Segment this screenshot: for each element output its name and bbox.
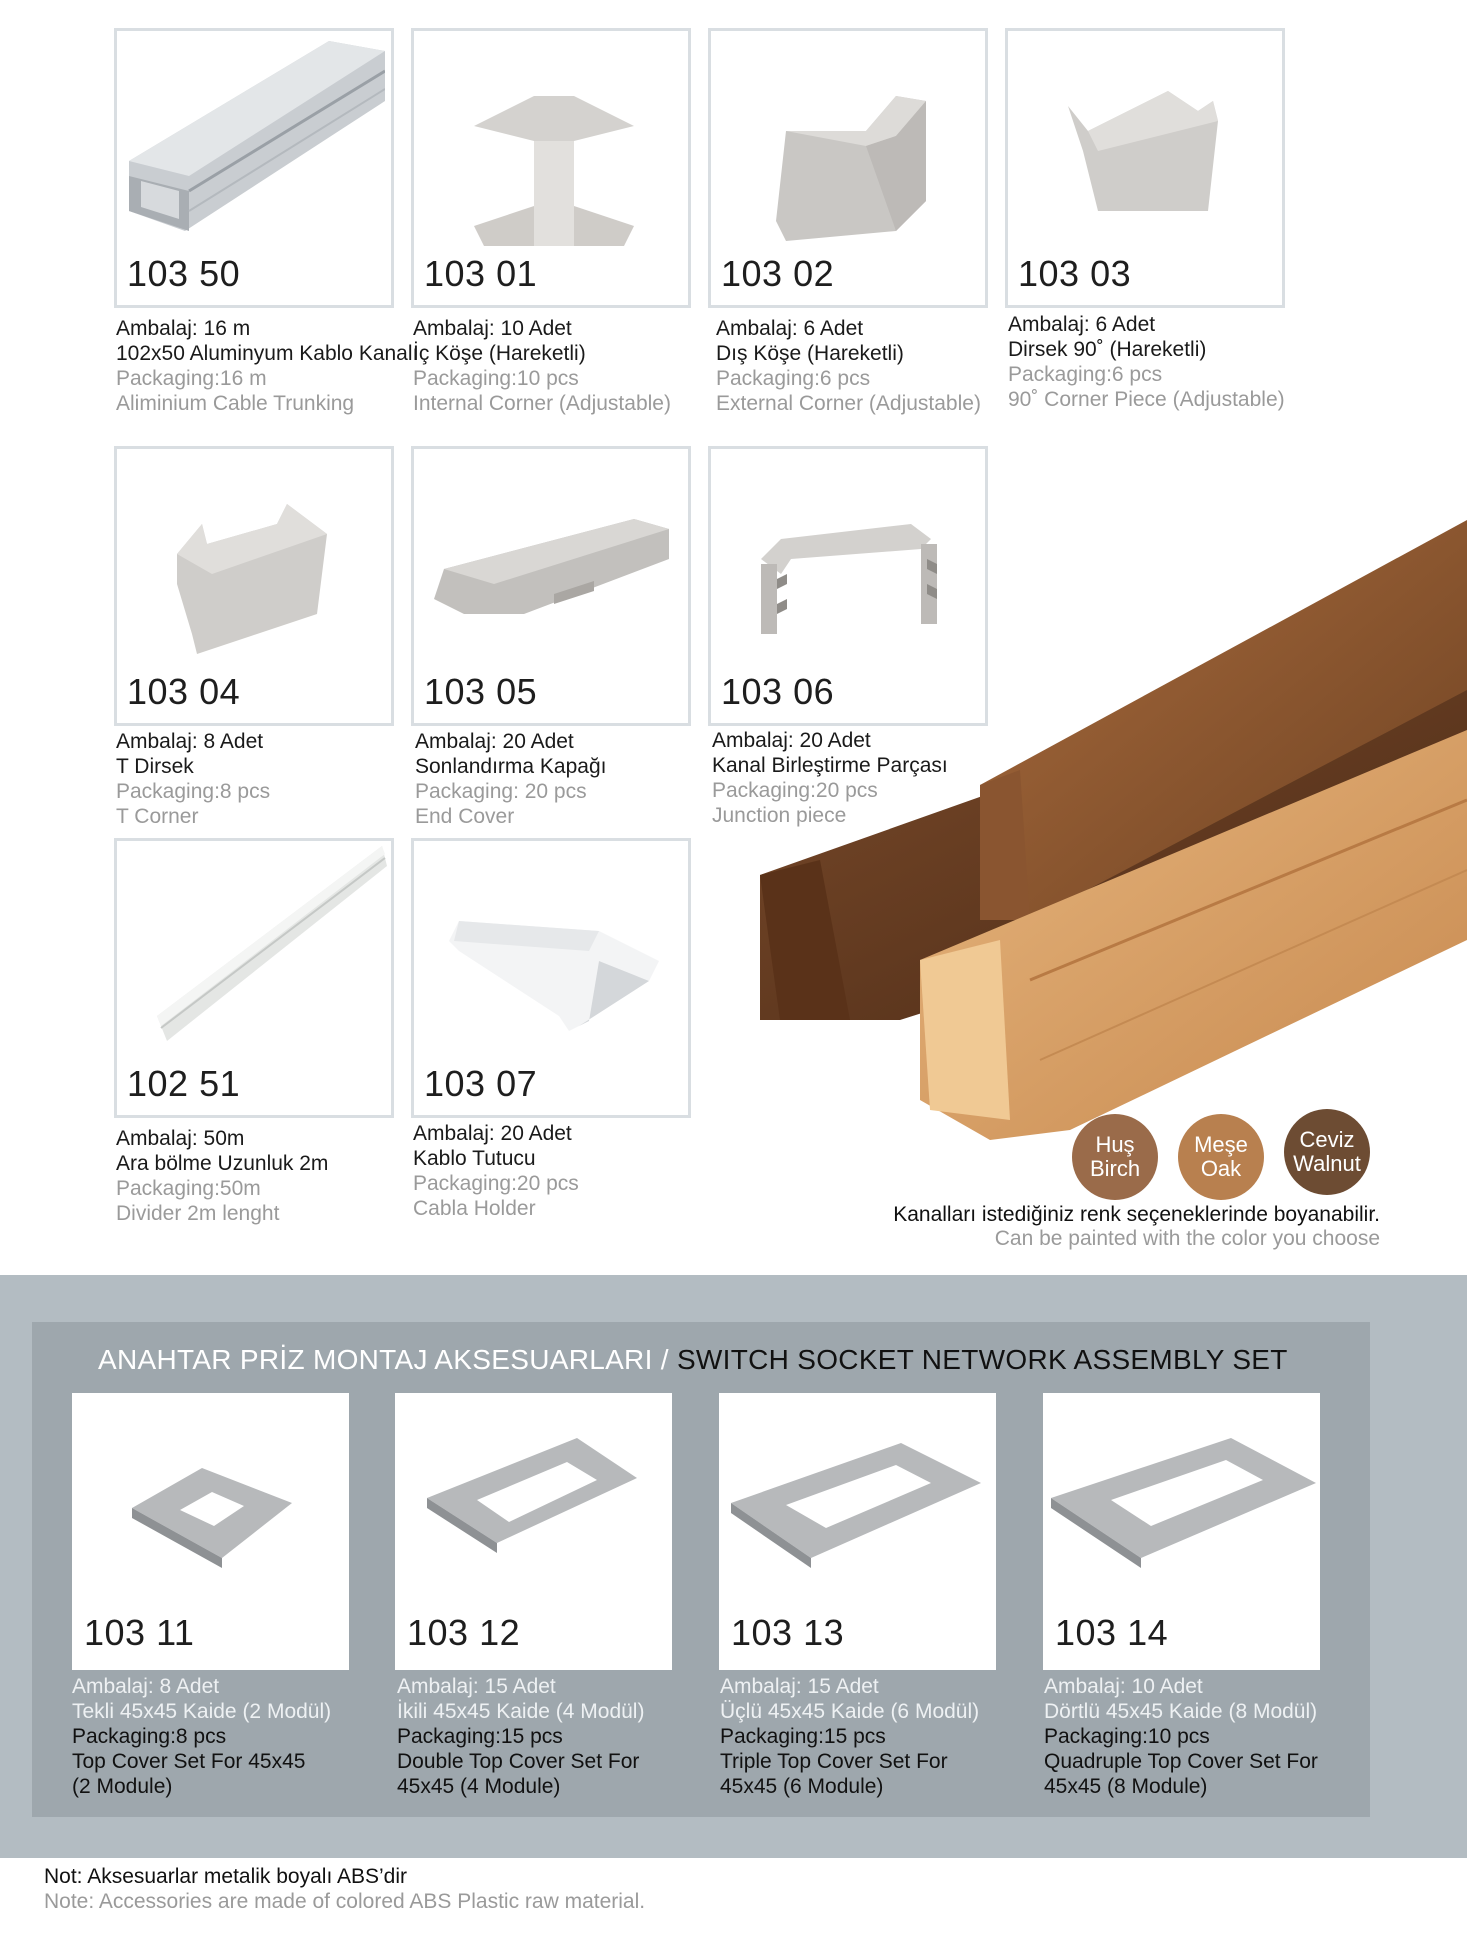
double-cover-plate-image (427, 1438, 637, 1558)
product-info-10350: Ambalaj: 16 m 102x50 Aluminyum Kablo Kanalı Packaging:16 m Aliminium Cable Trunking (116, 317, 419, 415)
color-swatch-walnut: Ceviz Walnut (1284, 1109, 1370, 1195)
cable-holder-image (449, 921, 659, 1031)
product-code: 103 03 (1018, 253, 1132, 294)
corner-piece-90-image (1068, 81, 1218, 231)
t-corner-image (177, 504, 327, 654)
product-info-10304: Ambalaj: 8 Adet T Dirsek Packaging:8 pcs T Corner (116, 730, 271, 828)
aluminium-trunking-image (129, 41, 385, 241)
product-card-10350[interactable] (114, 28, 394, 308)
footer-note-en: Note: Accessories are made of colored ABS Plastic raw material. (44, 1890, 646, 1913)
product-code: 103 02 (721, 253, 835, 294)
footer-note-tr: Not: Aksesuarlar metalik boyalı ABS’dir (44, 1865, 407, 1888)
product-code: 102 51 (127, 1063, 241, 1104)
color-swatch-oak: Meşe Oak (1178, 1114, 1264, 1200)
paint-note-en: Can be painted with the color you choose (994, 1227, 1380, 1250)
assembly-info-10311: Ambalaj: 8 Adet Tekli 45x45 Kaide (2 Modül) Packaging:8 pcs Top Cover Set For 45x45 (2 Module) (72, 1675, 332, 1798)
product-code: 103 13 (731, 1612, 845, 1653)
product-code: 103 05 (424, 671, 538, 712)
internal-corner-image (474, 96, 634, 246)
assembly-card-10314[interactable] (1043, 1393, 1320, 1670)
triple-cover-plate-image (731, 1443, 981, 1573)
product-info-10303: Ambalaj: 6 Adet Dirsek 90˚ (Hareketli) Packaging:6 pcs 90˚ Corner Piece (Adjustable) (1008, 313, 1285, 411)
assembly-info-10313: Ambalaj: 15 Adet Üçlü 45x45 Kaide (6 Modül) Packaging:15 pcs Triple Top Cover Set For 45x45 (6 Module) (720, 1675, 980, 1798)
product-card-10304[interactable] (114, 446, 394, 726)
product-card-10302[interactable] (708, 28, 988, 308)
product-info-10251: Ambalaj: 50m Ara bölme Uzunluk 2m Packaging:50m Divider 2m lenght (116, 1127, 329, 1225)
product-card-10307[interactable] (411, 838, 691, 1118)
product-card-10301[interactable] (411, 28, 691, 308)
product-code: 103 50 (127, 253, 241, 294)
product-card-10251[interactable] (114, 838, 394, 1118)
assembly-info-10312: Ambalaj: 15 Adet İkili 45x45 Kaide (4 Modül) Packaging:15 pcs Double Top Cover Set For 45x45 (4 Module) (397, 1675, 645, 1798)
color-swatch-birch: Huş Birch (1072, 1114, 1158, 1200)
product-code: 103 07 (424, 1063, 538, 1104)
product-code: 103 14 (1055, 1612, 1169, 1653)
product-info-10305: Ambalaj: 20 Adet Sonlandırma Kapağı Packaging: 20 pcs End Cover (415, 730, 607, 828)
assembly-section-title: ANAHTAR PRİZ MONTAJ AKSESUARLARI / SWITCH SOCKET NETWORK ASSEMBLY SET (98, 1344, 1288, 1375)
product-code: 103 01 (424, 253, 538, 294)
product-info-10301: Ambalaj: 10 Adet İç Köşe (Hareketli) Packaging:10 pcs Internal Corner (Adjustable) (413, 317, 671, 415)
product-info-10302: Ambalaj: 6 Adet Dış Köşe (Hareketli) Packaging:6 pcs External Corner (Adjustable) (716, 317, 981, 415)
product-info-10307: Ambalaj: 20 Adet Kablo Tutucu Packaging:20 pcs Cabla Holder (413, 1122, 579, 1220)
paint-note-tr: Kanalları istediğiniz renk seçeneklerinde boyanabilir. (893, 1203, 1380, 1226)
assembly-card-10313[interactable] (719, 1393, 996, 1670)
product-card-10305[interactable] (411, 446, 691, 726)
quadruple-cover-plate-image (1051, 1438, 1316, 1573)
divider-image (157, 846, 387, 1046)
product-code: 103 11 (84, 1612, 195, 1653)
product-info-10306: Ambalaj: 20 Adet Kanal Birleştirme Parçası Packaging:20 pcs Junction piece (712, 729, 948, 827)
assembly-info-10314: Ambalaj: 10 Adet Dörtlü 45x45 Kaide (8 Modül) Packaging:10 pcs Quadruple Top Cover Set For 45x45 (8 Module) (1044, 1675, 1318, 1798)
end-cover-image (434, 519, 674, 619)
product-code: 103 12 (407, 1612, 521, 1653)
product-code: 103 06 (721, 671, 835, 712)
assembly-card-10311[interactable] (72, 1393, 349, 1670)
assembly-card-10312[interactable] (395, 1393, 672, 1670)
external-corner-image (776, 91, 926, 241)
single-cover-plate-image (132, 1458, 292, 1568)
product-card-10303[interactable] (1005, 28, 1285, 308)
product-code: 103 04 (127, 671, 241, 712)
